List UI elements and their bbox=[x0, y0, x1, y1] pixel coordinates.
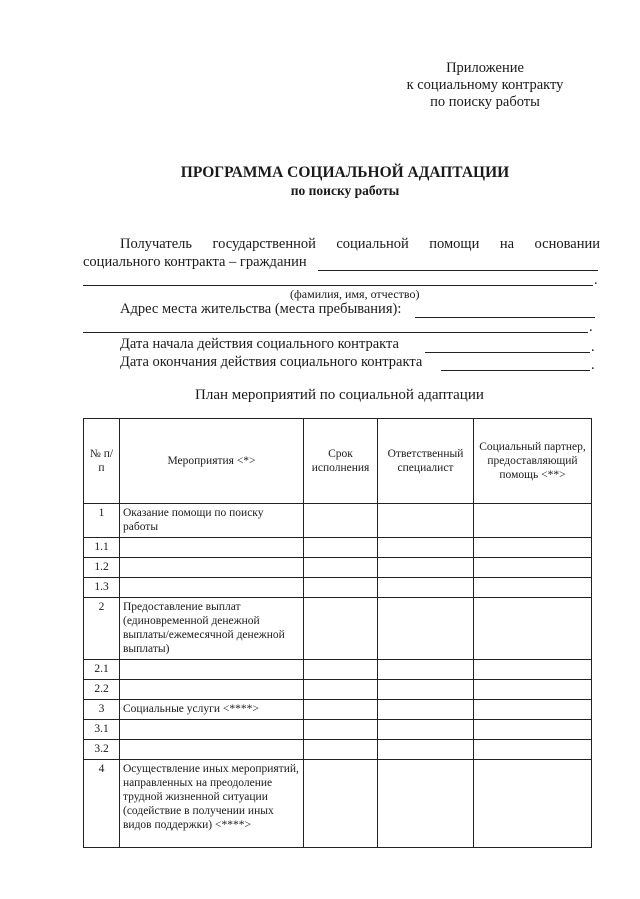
row-activity[interactable] bbox=[120, 558, 304, 578]
recipient-line-1-text: Получатель государственной социальной помощи на основании bbox=[120, 236, 600, 252]
header-partner: Социальный партнер, предоставляющий помощь <**> bbox=[474, 419, 592, 504]
appendix-line-2: к социальному контракту bbox=[406, 77, 564, 93]
row-activity: Осуществление иных мероприятий, направленных на преодоление трудной жизненной ситуации (содействие в получении иных видов поддержки) <****> bbox=[120, 760, 304, 848]
row-partner-cell[interactable] bbox=[474, 720, 592, 740]
row-number: 2 bbox=[84, 598, 120, 660]
row-number: 2.2 bbox=[84, 680, 120, 700]
recipient-line-2: социального контракта – гражданин bbox=[83, 254, 307, 270]
row-number: 4 bbox=[84, 760, 120, 848]
address-period: . bbox=[589, 319, 593, 335]
end-date-period: . bbox=[591, 357, 595, 373]
row-number: 3.2 bbox=[84, 740, 120, 760]
row-partner-cell[interactable] bbox=[474, 538, 592, 558]
row-specialist-cell[interactable] bbox=[378, 680, 474, 700]
row-partner-cell[interactable] bbox=[474, 680, 592, 700]
name-caption: (фамилия, имя, отчество) bbox=[290, 287, 420, 301]
appendix-line-1: Приложение bbox=[446, 60, 524, 76]
end-date-field[interactable] bbox=[441, 370, 590, 371]
row-deadline-cell[interactable] bbox=[304, 700, 378, 720]
recipient-name-field-2[interactable] bbox=[83, 285, 593, 286]
activity-plan-table bbox=[83, 418, 592, 848]
appendix-line-3: по поиску работы bbox=[430, 94, 540, 110]
plan-title: План мероприятий по социальной адаптации bbox=[195, 387, 484, 403]
appendix-header bbox=[385, 60, 585, 111]
table-header-row bbox=[84, 419, 592, 504]
row-number: 1.3 bbox=[84, 578, 120, 598]
table-row bbox=[84, 680, 592, 700]
row-specialist-cell[interactable] bbox=[378, 720, 474, 740]
row-deadline-cell[interactable] bbox=[304, 578, 378, 598]
row-deadline-cell[interactable] bbox=[304, 740, 378, 760]
table-row bbox=[84, 598, 592, 660]
row-partner-cell[interactable] bbox=[474, 740, 592, 760]
row-specialist-cell[interactable] bbox=[378, 700, 474, 720]
row-specialist-cell[interactable] bbox=[378, 558, 474, 578]
row-activity[interactable] bbox=[120, 660, 304, 680]
header-number: № п/п bbox=[84, 419, 120, 504]
row-deadline-cell[interactable] bbox=[304, 504, 378, 538]
row-activity: Предоставление выплат (единовременной денежной выплаты/ежемесячной денежной выплаты) bbox=[120, 598, 304, 660]
row-activity[interactable] bbox=[120, 740, 304, 760]
row-partner-cell[interactable] bbox=[474, 700, 592, 720]
row-number: 3.1 bbox=[84, 720, 120, 740]
row-specialist-cell[interactable] bbox=[378, 538, 474, 558]
row-partner-cell[interactable] bbox=[474, 578, 592, 598]
row-specialist-cell[interactable] bbox=[378, 660, 474, 680]
table-row bbox=[84, 538, 592, 558]
row-activity[interactable] bbox=[120, 538, 304, 558]
row-specialist-cell[interactable] bbox=[378, 504, 474, 538]
address-field[interactable] bbox=[415, 317, 595, 318]
row-deadline-cell[interactable] bbox=[304, 538, 378, 558]
row-specialist-cell[interactable] bbox=[378, 760, 474, 848]
row-partner-cell[interactable] bbox=[474, 558, 592, 578]
row-activity[interactable] bbox=[120, 720, 304, 740]
table-row bbox=[84, 700, 592, 720]
table-row bbox=[84, 740, 592, 760]
row-activity[interactable] bbox=[120, 578, 304, 598]
row-partner-cell[interactable] bbox=[474, 598, 592, 660]
row-activity: Оказание помощи по поиску работы bbox=[120, 504, 304, 538]
start-date-field[interactable] bbox=[425, 352, 590, 353]
table-row bbox=[84, 504, 592, 538]
table-row bbox=[84, 720, 592, 740]
table-row bbox=[84, 578, 592, 598]
header-deadline: Срок исполнения bbox=[304, 419, 378, 504]
document-subtitle: по поиску работы bbox=[290, 183, 400, 198]
row-deadline-cell[interactable] bbox=[304, 660, 378, 680]
row-partner-cell[interactable] bbox=[474, 660, 592, 680]
recipient-period: . bbox=[594, 272, 598, 288]
row-number: 2.1 bbox=[84, 660, 120, 680]
row-number: 1.2 bbox=[84, 558, 120, 578]
row-deadline-cell[interactable] bbox=[304, 760, 378, 848]
row-specialist-cell[interactable] bbox=[378, 578, 474, 598]
row-specialist-cell[interactable] bbox=[378, 598, 474, 660]
row-partner-cell[interactable] bbox=[474, 504, 592, 538]
row-deadline-cell[interactable] bbox=[304, 720, 378, 740]
row-number: 3 bbox=[84, 700, 120, 720]
table-row bbox=[84, 760, 592, 848]
row-deadline-cell[interactable] bbox=[304, 558, 378, 578]
end-date-label: Дата окончания действия социального контракта bbox=[120, 354, 423, 370]
row-activity: Социальные услуги <****> bbox=[120, 700, 304, 720]
row-deadline-cell[interactable] bbox=[304, 598, 378, 660]
start-date-period: . bbox=[591, 339, 595, 355]
row-specialist-cell[interactable] bbox=[378, 740, 474, 760]
row-activity[interactable] bbox=[120, 680, 304, 700]
header-specialist: Ответственный специалист bbox=[378, 419, 474, 504]
address-field-2[interactable] bbox=[83, 332, 588, 333]
document-title: ПРОГРАММА СОЦИАЛЬНОЙ АДАПТАЦИИ bbox=[180, 164, 510, 181]
row-number: 1.1 bbox=[84, 538, 120, 558]
table-row bbox=[84, 558, 592, 578]
recipient-line-1 bbox=[120, 236, 600, 253]
address-label: Адрес места жительства (места пребывания): bbox=[120, 301, 402, 317]
recipient-name-field[interactable] bbox=[318, 270, 598, 271]
header-activity: Мероприятия <*> bbox=[120, 419, 304, 504]
row-partner-cell[interactable] bbox=[474, 760, 592, 848]
table-row bbox=[84, 660, 592, 680]
row-deadline-cell[interactable] bbox=[304, 680, 378, 700]
row-number: 1 bbox=[84, 504, 120, 538]
start-date-label: Дата начала действия социального контракта bbox=[120, 336, 399, 352]
